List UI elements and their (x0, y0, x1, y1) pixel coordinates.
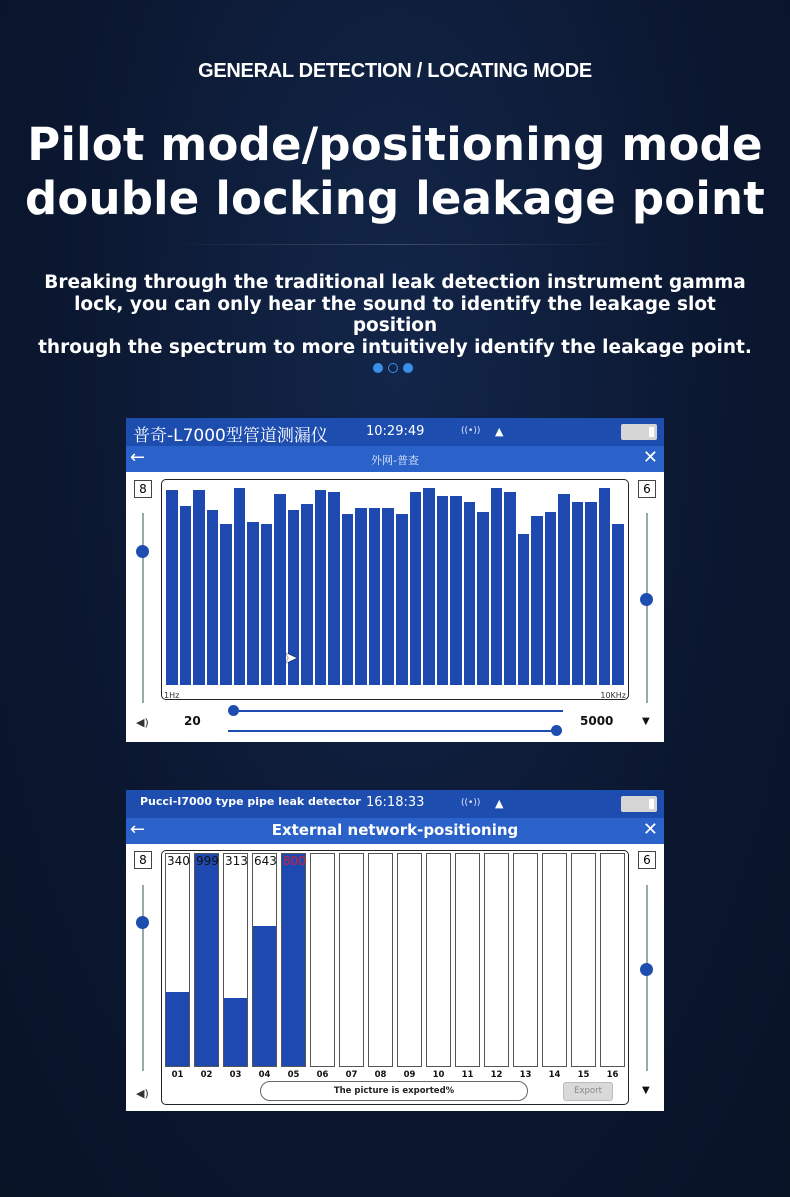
spectrum-bar (476, 511, 490, 685)
channel-column (397, 853, 422, 1067)
filter-icon[interactable]: ▼ (642, 716, 650, 727)
left-volume-track[interactable] (142, 885, 144, 1071)
channel-column (194, 853, 219, 1067)
signal-icon: ((•)) (461, 798, 481, 808)
left-volume-track[interactable] (142, 513, 144, 703)
description-line-2: lock, you can only hear the sound to identify the leakage slot position (74, 293, 716, 336)
spectrum-bar (436, 495, 450, 685)
description-line-1: Breaking through the traditional leak detection instrument gamma (44, 272, 746, 293)
description (30, 272, 760, 358)
channel-label: 04 (258, 1070, 271, 1080)
channel-level-fill (224, 998, 247, 1066)
channel-column (252, 853, 277, 1067)
bell-icon: ▲ (495, 425, 504, 438)
filter-icon[interactable]: ▼ (642, 1085, 650, 1096)
channel-label: 16 (606, 1070, 619, 1080)
spectrum-bar (341, 513, 355, 685)
channel-column (484, 853, 509, 1067)
headline (0, 118, 790, 226)
nav-bar (126, 818, 664, 844)
channel-column (455, 853, 480, 1067)
channel-column (513, 853, 538, 1067)
channel-label: 07 (345, 1070, 358, 1080)
speaker-icon[interactable]: ◀) (136, 716, 149, 729)
export-button[interactable]: Export (563, 1082, 613, 1101)
spectrum-bar (354, 507, 368, 685)
spectrum-bar (544, 511, 558, 685)
spectrum-bar (557, 493, 571, 685)
freq-low-label: 1Hz (164, 691, 180, 700)
close-icon[interactable]: ✕ (642, 447, 658, 468)
channel-column (600, 853, 625, 1067)
section-eyebrow: GENERAL DETECTION / LOCATING MODE (198, 60, 592, 82)
spectrum-bar (584, 501, 598, 685)
right-volume-track[interactable] (646, 513, 648, 703)
back-icon[interactable]: ← (130, 819, 146, 840)
channel-column (310, 853, 335, 1067)
channel-label: 13 (519, 1070, 532, 1080)
channel-label: 15 (577, 1070, 590, 1080)
spectrum-bar (571, 501, 585, 685)
signal-icon: ((•)) (461, 426, 481, 436)
channel-column (571, 853, 596, 1067)
spectrum-bar (192, 489, 206, 685)
mouse-pointer-icon: ➤ (284, 648, 298, 667)
description-line-3: through the spectrum to more intuitively identify the leakage point. (38, 336, 752, 358)
bell-icon: ▲ (495, 797, 504, 810)
range-max-slider[interactable] (228, 730, 558, 732)
positioning-chart (161, 850, 629, 1105)
range-max-knob[interactable] (551, 725, 562, 736)
spectrum-bar (260, 523, 274, 685)
spectrum-bar (395, 513, 409, 685)
channel-label: 01 (171, 1070, 184, 1080)
carousel-dot-3[interactable] (403, 363, 413, 373)
spectrum-bar (449, 495, 463, 685)
divider (160, 244, 630, 245)
spectrum-bar (368, 507, 382, 685)
channel-label: 09 (403, 1070, 416, 1080)
spectrum-bar (611, 523, 625, 685)
spectrum-bar (503, 491, 517, 685)
headline-line-2: double locking leakage point (25, 172, 765, 225)
channel-level-fill (166, 992, 189, 1066)
spectrum-bar (530, 515, 544, 685)
spectrum-bar (165, 489, 179, 685)
positioning-screen (126, 790, 664, 1111)
carousel-dot-1[interactable] (373, 363, 383, 373)
right-volume-knob[interactable] (640, 963, 653, 976)
nav-title: 外网-普查 (371, 454, 419, 467)
left-volume-knob[interactable] (136, 545, 149, 558)
spectrum-bar (381, 507, 395, 685)
channel-level-fill (195, 854, 218, 1066)
survey-screen (126, 418, 664, 742)
spectrum-bar (246, 521, 260, 685)
spectrum-bar (409, 491, 423, 685)
channel-column (368, 853, 393, 1067)
channel-label: 10 (432, 1070, 445, 1080)
spectrum-bar (463, 501, 477, 685)
channel-value: 643 (254, 854, 277, 868)
gain-right-value: 6 (638, 851, 656, 869)
back-icon[interactable]: ← (130, 447, 146, 468)
close-icon[interactable]: ✕ (642, 819, 658, 840)
spectrum-bar (206, 509, 220, 685)
gain-left-value: 8 (134, 851, 152, 869)
right-volume-track[interactable] (646, 885, 648, 1071)
channel-level-fill (282, 854, 305, 1066)
gain-right-value: 6 (638, 480, 656, 498)
nav-bar (126, 446, 664, 472)
carousel-dots (373, 363, 413, 373)
battery-icon (621, 796, 657, 812)
spectrum-bar (233, 487, 247, 685)
channel-label: 03 (229, 1070, 242, 1080)
channel-label: 05 (287, 1070, 300, 1080)
nav-title: External network-positioning (271, 821, 519, 839)
right-volume-knob[interactable] (640, 593, 653, 606)
export-status: The picture is exported% (260, 1081, 528, 1101)
gain-left-value: 8 (134, 480, 152, 498)
range-max-value: 5000 (580, 714, 614, 728)
status-bar (126, 790, 664, 818)
channel-label: 14 (548, 1070, 561, 1080)
channel-column (339, 853, 364, 1067)
channel-level-fill (253, 926, 276, 1066)
channel-value: 313 (225, 854, 248, 868)
headline-line-1: Pilot mode/positioning mode (27, 118, 763, 171)
carousel-dot-2[interactable] (388, 363, 398, 373)
clock: 16:18:33 (366, 795, 425, 810)
app-title: 普奇-L7000型管道测漏仪 (133, 426, 328, 446)
channel-label: 08 (374, 1070, 387, 1080)
range-min-value: 20 (184, 714, 201, 728)
status-bar (126, 418, 664, 446)
channel-column (165, 853, 190, 1067)
spectrum-bar (327, 491, 341, 685)
spectrum-bar (219, 523, 233, 685)
clock: 10:29:49 (366, 424, 425, 439)
app-title: Pucci-I7000 type pipe leak detector (140, 795, 361, 808)
channel-column (426, 853, 451, 1067)
channel-label: 02 (200, 1070, 213, 1080)
battery-icon (621, 424, 657, 440)
spectrum-bar (314, 489, 328, 685)
spectrum-bar (422, 487, 436, 685)
channel-label: 11 (461, 1070, 474, 1080)
channel-column (542, 853, 567, 1067)
spectrum-bar (490, 487, 504, 685)
spectrum-bar (598, 487, 612, 685)
spectrum-bar (517, 533, 531, 685)
channel-label: 06 (316, 1070, 329, 1080)
channel-label: 12 (490, 1070, 503, 1080)
range-min-knob[interactable] (228, 705, 239, 716)
freq-high-label: 10KHz (600, 691, 626, 700)
speaker-icon[interactable]: ◀) (136, 1087, 149, 1100)
spectrum-chart (161, 479, 629, 700)
channel-value: 340 (167, 854, 190, 868)
range-min-slider[interactable] (233, 710, 563, 712)
channel-column (281, 853, 306, 1067)
left-volume-knob[interactable] (136, 916, 149, 929)
channel-value: 999 (196, 854, 219, 868)
channel-column (223, 853, 248, 1067)
spectrum-bar (300, 503, 314, 685)
spectrum-bar (179, 505, 193, 685)
channel-value: 800 (283, 854, 306, 868)
